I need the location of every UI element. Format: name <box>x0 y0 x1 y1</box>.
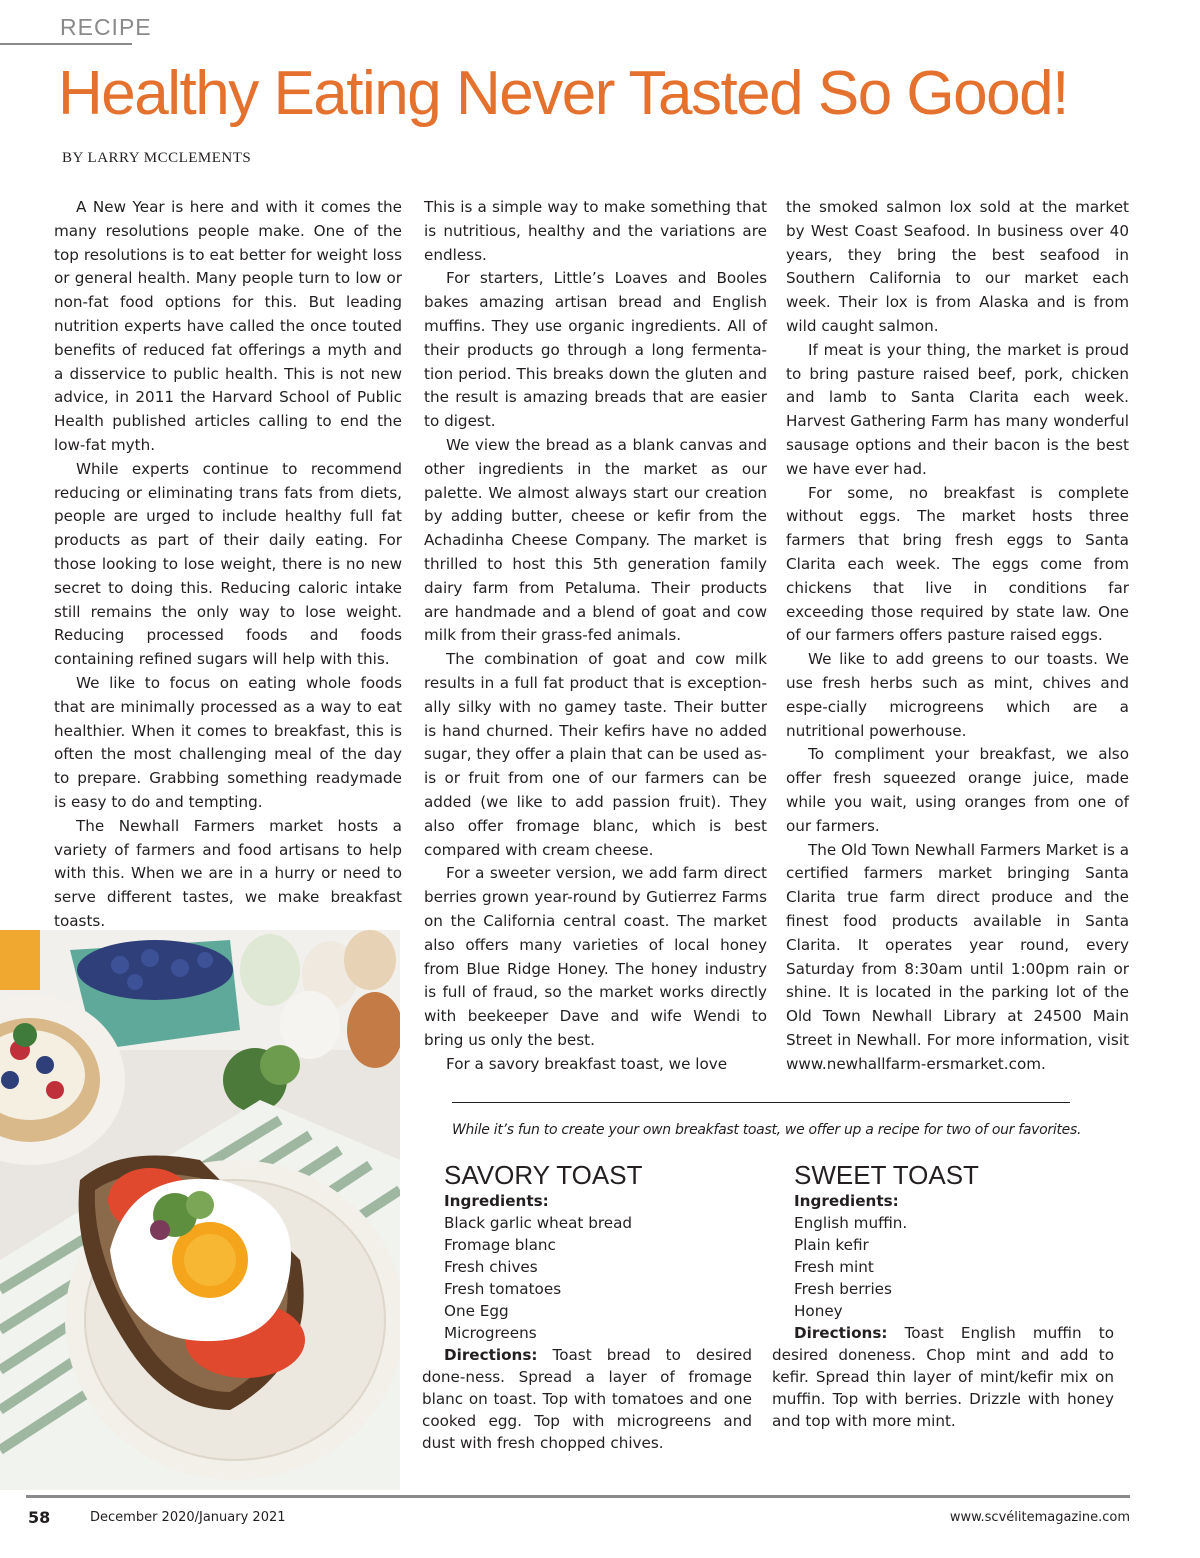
paragraph: For starters, Little’s Loaves and Booles bakes amazing artisan bread and English muffins. They use organic ingredients. All of their products go through a long fermenta-tion period. This breaks down the gluten and the result is amazing breads that are easier to digest. <box>424 269 767 431</box>
recipe-directions <box>422 1344 752 1454</box>
directions-label: Directions: <box>444 1346 538 1364</box>
paragraph: This is a simple way to make something that is nutritious, healthy and the variations are endless. <box>424 198 767 264</box>
ingredient-item: Fromage blanc <box>444 1236 556 1254</box>
article-headline: Healthy Eating Never Tasted So Good! <box>58 59 1068 128</box>
paragraph: For a sweeter version, we add farm direct berries grown year-round by Gutierrez Farms on the California central coast. The market also offers many varieties of local honey from Blue Ridge Honey. The honey industry is full of fraud, so the market works directly with beekeeper Dave and wife Wendi to bring us only the best. <box>424 864 767 1049</box>
ingredient-item: Fresh mint <box>794 1258 874 1276</box>
paragraph: A New Year is here and with it comes the many resolutions people make. One of the top resolutions is to eat better for weight loss or general health. Many people turn to low or non-fat food options for this. But leading nutrition experts have called the once touted benefits of reduced fat offerings a myth and a disservice to public health. This is not new advice, in 2011 the Harvard School of Public Health published articles calling to end the low-fat myth. <box>54 198 402 454</box>
paragraph: The Old Town Newhall Farmers Market is a certified farmers market bringing Santa Clarita true farm direct produce and the finest food products available in Santa Clarita. It operates year round, every Saturday from 8:30am until 1:00pm rain or shine. It is located in the parking lot of the Old Town Newhall Library at 24500 Main Street in Newhall. For more information, visit www.newhallfarm-ersmarket.com. <box>786 840 1129 1073</box>
magazine-website: www.scvélitemagazine.com <box>949 1510 1130 1525</box>
recipe-title: SAVORY TOAST <box>444 1160 643 1190</box>
section-label: RECIPE <box>60 14 152 40</box>
article-column-3 <box>786 196 1129 1076</box>
ingredients-heading: Ingredients: <box>444 1192 549 1210</box>
paragraph: For a savory breakfast toast, we love <box>446 1054 728 1073</box>
article-column-2 <box>424 196 767 1076</box>
ingredient-item: Fresh tomatoes <box>444 1280 562 1298</box>
paragraph: the smoked salmon lox sold at the market by West Coast Seafood. In business over 40 years, they bring the best seafood in Southern California to our market each week. Their lox is from Alaska and is from wild caught salmon. <box>786 198 1129 335</box>
ingredient-item: Microgreens <box>444 1324 537 1342</box>
ingredient-item: Black garlic wheat bread <box>444 1214 633 1232</box>
paragraph: We like to focus on eating whole foods that are minimally processed as a way to eat healthier. When it comes to breakfast, this is often the most challenging meal of the day to prepare. Grabbing something readymade is easy to do and tempting. <box>54 673 402 811</box>
food-photo-illustration <box>0 930 400 1490</box>
page-number: 58 <box>28 1508 51 1527</box>
ingredient-item: Fresh berries <box>794 1280 892 1298</box>
directions-text: Toast bread to desired done-ness. Spread a layer of fromage blanc on toast. Top with tomatoes and one cooked egg. Top with microgreens and dust with fresh chopped chives. <box>422 1346 752 1452</box>
paragraph: While experts continue to recommend reducing or eliminating trans fats from diets, people are urged to include healthy full fat products as part of their daily eating. For those looking to lose weight, there is no new secret to doing this. Reducing caloric intake still remains the only way to lose weight. Reducing processed foods and foods containing refined sugars will help with this. <box>54 459 402 669</box>
recipe-directions <box>772 1322 1114 1432</box>
directions-text: Toast English muffin to desired doneness. Chop mint and add to kefir. Spread thin layer of mint/kefir mix on muffin. Top with berries. Drizzle with honey and top with more mint. <box>772 1324 1114 1430</box>
breakfast-toast-photo <box>0 930 400 1490</box>
ingredient-item: Honey <box>794 1302 843 1320</box>
paragraph: If meat is your thing, the market is proud to bring pasture raised beef, pork, chicken and lamb to Santa Clarita each week. Harvest Gathering Farm has many wonderful sausage options and their bacon is the best we have ever had. <box>786 340 1129 478</box>
paragraph: We like to add greens to our toasts. We use fresh herbs such as mint, chives and espe-cially microgreens which are a nutritional powerhouse. <box>786 650 1129 740</box>
ingredient-item: Plain kefir <box>794 1236 869 1254</box>
paragraph: The combination of goat and cow milk results in a full fat product that is exception-ally silky with no gamey taste. Their butter is hand churned. Their kefirs have no added sugar, they offer a plain that can be used as-is or fruit from one of our farmers can be added (we like to add passion fruit). They also offer fromage blanc, which is best compared with cream cheese. <box>424 650 767 859</box>
recipe-intro: While it’s fun to create your own breakfast toast, we offer up a recipe for two of our favorites. <box>452 1122 1082 1138</box>
sweet-toast-recipe <box>772 1160 1114 1432</box>
section-divider <box>0 43 132 45</box>
recipe-title: SWEET TOAST <box>794 1160 979 1190</box>
directions-label: Directions: <box>794 1324 888 1342</box>
paragraph: To compliment your breakfast, we also offer fresh squeezed orange juice, made while you wait, using oranges from one of our farmers. <box>786 745 1129 835</box>
issue-date: December 2020/January 2021 <box>90 1510 286 1525</box>
paragraph: We view the bread as a blank canvas and other ingredients in the market as our palette. We almost always start our creation by adding butter, cheese or kefir from the Achadinha Cheese Company. The market is thrilled to host this 5th generation family dairy farm from Petaluma. Their products are handmade and a blend of goat and cow milk from their grass-fed animals. <box>424 435 767 645</box>
recipe-divider <box>452 1102 1070 1103</box>
byline: BY LARRY MCCLEMENTS <box>62 150 252 166</box>
ingredients-heading: Ingredients: <box>794 1192 899 1210</box>
article-column-1 <box>54 196 402 934</box>
ingredient-item: One Egg <box>444 1302 509 1320</box>
ingredient-list <box>422 1212 752 1344</box>
ingredient-item: English muffin. <box>794 1214 908 1232</box>
footer-divider <box>26 1495 1130 1498</box>
ingredient-item: Fresh chives <box>444 1258 538 1276</box>
paragraph: The Newhall Farmers market hosts a variety of farmers and food artisans to help with this. When we are in a hurry or need to serve different tastes, we make breakfast toasts. <box>54 816 402 930</box>
savory-toast-recipe <box>422 1160 752 1454</box>
ingredient-list <box>772 1212 1114 1322</box>
paragraph: For some, no breakfast is complete without eggs. The market hosts three farmers that bring fresh eggs to Santa Clarita each week. The eggs come from chickens that live in conditions far exceeding those required by state law. One of our farmers offers pasture raised eggs. <box>786 483 1129 645</box>
